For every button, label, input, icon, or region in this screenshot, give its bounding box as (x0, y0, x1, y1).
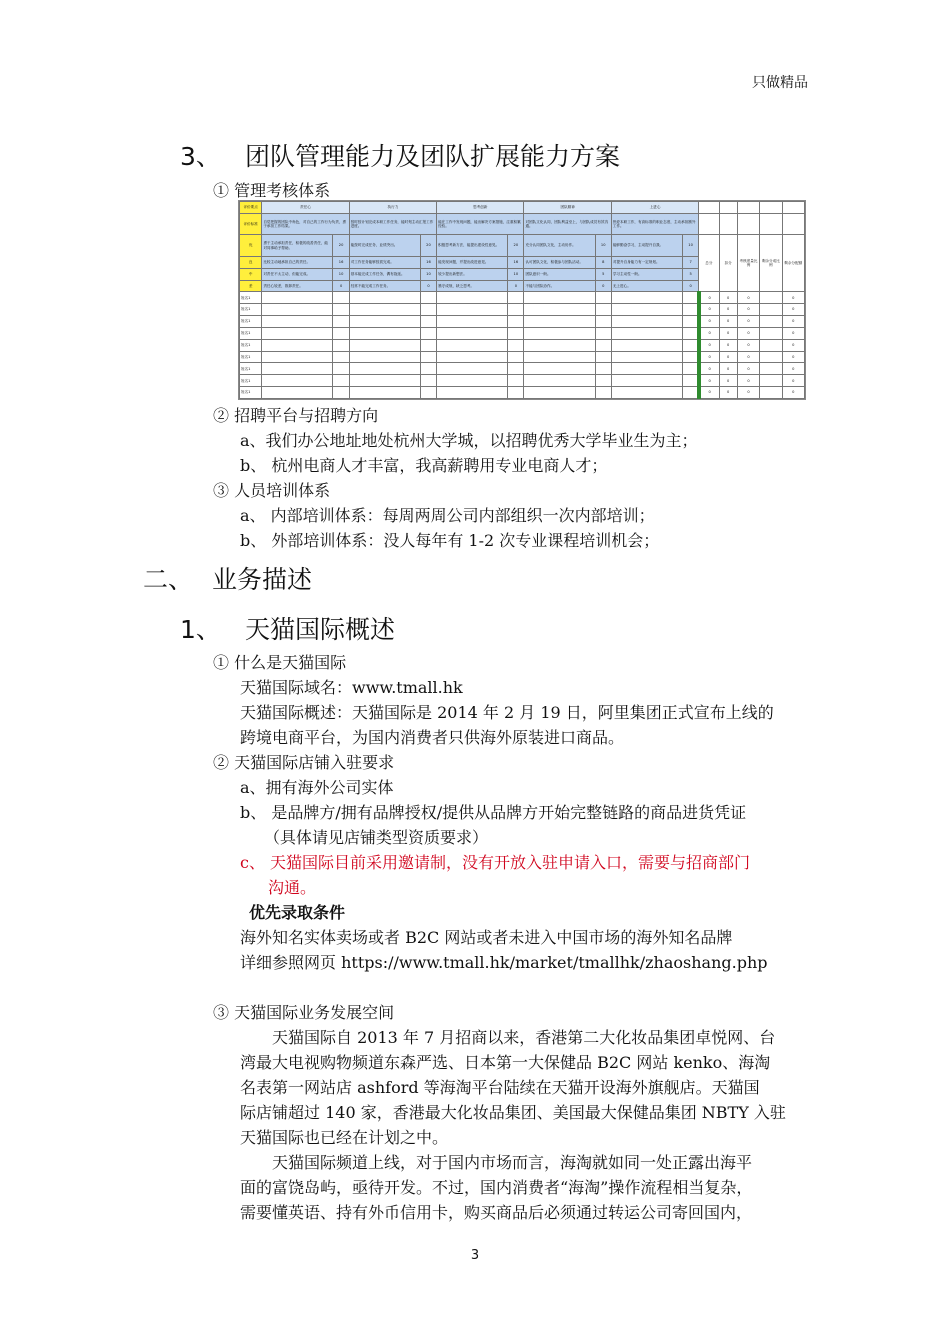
sheet-criteria-row (240, 213, 805, 235)
sheet-deduct: 0 (719, 304, 737, 316)
sheet-amount: 0 (782, 387, 805, 399)
sheet-extra-header (782, 202, 805, 214)
sheet-empty-cell (508, 292, 524, 304)
sheet-extra-header (719, 202, 737, 214)
sheet-empty-cell (262, 339, 333, 351)
para1-line: 际店铺超过 140 家，香港最大化妆品集团、美国最大保健品集团 NBTY 入驻 (240, 1103, 786, 1122)
sheet-empty-cell (611, 363, 682, 375)
sheet-cell: 认可团队文化，积极参与团队活动。 (524, 256, 595, 268)
sheet-empty-cell (524, 316, 595, 328)
para2-line: 天猫国际频道上线，对于国内市场而言，海淘就如同一处正露出海平 (272, 1153, 753, 1172)
sheet-total: 0 (699, 363, 719, 375)
sheet-extra-header (760, 202, 782, 214)
sheet-deduct: 0 (719, 316, 737, 328)
sheet-ratio: 0 (737, 351, 759, 363)
header-tag: 只做精品 (752, 75, 808, 91)
sheet-empty-cell (262, 363, 333, 375)
sheet-empty-cell (760, 363, 782, 375)
tmall-overview-2: 跨境电商平台，为国内消费者只供海外原装进口商品。 (240, 728, 625, 747)
sheet-ratio: 0 (737, 375, 759, 387)
sheet-cell: 能够勤奋学习，主动提升自我。 (611, 235, 682, 257)
sheet-cell: 经常不能完成工作任务。 (349, 280, 420, 292)
sheet-score: 10 (682, 235, 698, 257)
sheet-deduct: 0 (719, 387, 737, 399)
sheet-empty-cell (333, 387, 349, 399)
sheet-col-header: 执行力 (349, 202, 436, 214)
item-training: ③ 人员培训体系 (213, 481, 331, 500)
sheet-empty-cell (262, 304, 333, 316)
sheet-total: 0 (699, 351, 719, 363)
sheet-empty-cell (420, 363, 436, 375)
sheet-col-header: 团队精神 (524, 202, 611, 214)
sheet-score: 0 (333, 280, 349, 292)
sheet-empty-cell (420, 304, 436, 316)
sheet-empty-cell (595, 292, 611, 304)
sheet-person-row (240, 304, 805, 316)
sheet-empty-cell (508, 363, 524, 375)
sheet-person-label: 姓名1 (240, 304, 262, 316)
sheet-empty-cell (508, 316, 524, 328)
sheet-person-label: 姓名1 (240, 327, 262, 339)
sheet-score: 10 (508, 268, 524, 280)
sheet-person-label: 姓名1 (240, 292, 262, 304)
sheet-amount: 0 (782, 339, 805, 351)
sheet-empty-cell (420, 292, 436, 304)
sheet-empty-cell (760, 387, 782, 399)
sheet-ratio: 0 (737, 387, 759, 399)
sheet-total: 0 (699, 339, 719, 351)
sheet-person-label: 姓名1 (240, 363, 262, 375)
sheet-deduct: 0 (719, 292, 737, 304)
sheet-empty-cell (737, 213, 759, 235)
sheet-cell: 不能与团队协作。 (524, 280, 595, 292)
sheet-empty-cell (508, 304, 524, 316)
sheet-empty-cell (595, 304, 611, 316)
sheet-empty-cell (349, 304, 420, 316)
sheet-grade-label: 差 (240, 280, 262, 292)
sheet-empty-cell (349, 327, 420, 339)
sheet-cell: 责任心较差，推卸责任。 (262, 280, 333, 292)
sheet-empty-cell (349, 339, 420, 351)
sheet-score: 20 (420, 235, 436, 257)
sheet-empty-cell (333, 339, 349, 351)
tmall-q2: ② 天猫国际店铺入驻要求 (213, 753, 395, 772)
sheet-extra-header: 剩余分成比例 (760, 235, 782, 292)
chapter-title: 业务描述 (212, 565, 313, 594)
sheet-grade-row (240, 235, 805, 257)
sheet-empty-cell (760, 316, 782, 328)
sheet-empty-cell (420, 316, 436, 328)
sheet-person-label: 姓名1 (240, 375, 262, 387)
sheet-cell: 基本能完成工作任务，偶有拖延。 (349, 268, 420, 280)
sheet-empty-cell (333, 351, 349, 363)
sheet-empty-cell (333, 363, 349, 375)
sheet-deduct: 0 (719, 375, 737, 387)
sheet-score: 8 (595, 256, 611, 268)
item-recruit: ② 招聘平台与招聘方向 (213, 406, 379, 425)
sheet-empty-cell (262, 316, 333, 328)
sheet-empty-cell (437, 304, 508, 316)
sheet-empty-cell (611, 292, 682, 304)
sheet-criteria-cell: 按时按计划完成本职工作任务，能时刻主动汇报工作进度。 (349, 213, 436, 235)
page-number: 3 (470, 1248, 480, 1263)
sheet-empty-cell (349, 387, 420, 399)
sheet-empty-cell (760, 304, 782, 316)
sheet-empty-cell (262, 327, 333, 339)
sheet-total: 0 (699, 292, 719, 304)
sheet-ratio: 0 (737, 339, 759, 351)
review-table (239, 201, 805, 399)
sheet-score: 0 (595, 280, 611, 292)
sheet-empty-cell (349, 351, 420, 363)
sheet-empty-cell (524, 387, 595, 399)
subsection-title: 天猫国际概述 (245, 615, 396, 644)
sheet-row-label: 评价标准 (240, 213, 262, 235)
sheet-amount: 0 (782, 375, 805, 387)
sheet-person-label: 姓名1 (240, 316, 262, 328)
sheet-empty-cell (508, 387, 524, 399)
para2-line: 需要懂英语、持有外币信用卡，购买商品后必须通过转运公司寄回国内， (240, 1203, 753, 1222)
sheet-deduct: 0 (719, 351, 737, 363)
pref-title: 优先录取条件 (249, 903, 346, 922)
para1-line: 天猫国际也已经在计划之中。 (240, 1128, 449, 1147)
training-a: a、 内部培训体系：每周两周公司内部组织一次内部培训； (240, 506, 655, 525)
recruit-b: b、 杭州电商人才丰富，我高薪聘用专业电商人才； (240, 456, 608, 475)
sheet-score: 16 (333, 256, 349, 268)
management-review-sheet (238, 200, 806, 400)
req-b: b、 是品牌方/拥有品牌授权/提供从品牌方开始完整链路的商品进货凭证 (240, 803, 747, 822)
sheet-empty-cell (760, 339, 782, 351)
tmall-overview-1: 天猫国际概述：天猫国际是 2014 年 2 月 19 日，阿里集团正式宣布上线的 (240, 703, 774, 722)
sheet-empty-cell (611, 304, 682, 316)
sheet-grade-label: 良 (240, 256, 262, 268)
tmall-q3: ③ 天猫国际业务发展空间 (213, 1003, 395, 1022)
section-number: 3、 (180, 142, 221, 171)
sheet-score: 16 (420, 256, 436, 268)
sheet-score: 20 (508, 235, 524, 257)
sheet-empty-cell (524, 351, 595, 363)
sheet-empty-cell (760, 351, 782, 363)
sheet-cell: 对工作任务能够按质完成。 (349, 256, 420, 268)
sheet-empty-cell (595, 363, 611, 375)
sheet-score: 5 (595, 268, 611, 280)
sheet-empty-cell (682, 327, 698, 339)
sheet-cell: 对责任不太主动，但能完成。 (262, 268, 333, 280)
sheet-cell: 能发现问题，并提出改进意见。 (437, 256, 508, 268)
sheet-score: 5 (682, 268, 698, 280)
sheet-empty-cell (682, 304, 698, 316)
sheet-person-row (240, 375, 805, 387)
sheet-person-label: 姓名1 (240, 387, 262, 399)
sheet-cell: 学习主动性一般。 (611, 268, 682, 280)
tmall-q1: ① 什么是天猫国际 (213, 653, 347, 672)
sheet-header-row (240, 202, 805, 214)
sheet-empty-cell (760, 375, 782, 387)
sheet-empty-cell (682, 375, 698, 387)
sheet-empty-cell (437, 339, 508, 351)
sheet-empty-cell (333, 375, 349, 387)
sheet-ratio: 0 (737, 292, 759, 304)
sheet-empty-cell (611, 339, 682, 351)
sheet-empty-cell (437, 375, 508, 387)
sheet-empty-cell (595, 316, 611, 328)
sheet-score: 10 (333, 268, 349, 280)
sheet-empty-cell (437, 316, 508, 328)
sheet-cell: 对提升自身能力有一定规划。 (611, 256, 682, 268)
para2-line: 面的富饶岛屿，亟待开发。不过，国内消费者“海淘”操作流程相当复杂， (240, 1178, 753, 1197)
sheet-score: 10 (595, 235, 611, 257)
sheet-empty-cell (508, 339, 524, 351)
training-b: b、 外部培训体系：没人每年有 1-2 次专业课程培训机会； (240, 531, 660, 550)
sheet-empty-cell (437, 292, 508, 304)
sheet-amount: 0 (782, 363, 805, 375)
sheet-empty-cell (262, 375, 333, 387)
sheet-extra-header: 总分 (699, 235, 719, 292)
sheet-empty-cell (682, 363, 698, 375)
sheet-cell: 充分认同团队文化，主动协作。 (524, 235, 595, 257)
sheet-col-header: 思考创新 (437, 202, 524, 214)
sheet-deduct: 0 (719, 339, 737, 351)
sheet-empty-cell (333, 327, 349, 339)
sheet-score: 20 (333, 235, 349, 257)
sheet-empty-cell (420, 387, 436, 399)
sheet-cell: 墨守成规，缺乏思考。 (437, 280, 508, 292)
item-management-review: ① 管理考核体系 (213, 181, 331, 200)
sheet-amount: 0 (782, 351, 805, 363)
sheet-cell: 无上进心。 (611, 280, 682, 292)
sheet-empty-cell (611, 387, 682, 399)
req-b-note: （具体请见店铺类型资质要求） (264, 828, 489, 847)
sheet-cell: 勇于主动承担责任，积极的改善责任，能对同事给予帮助。 (262, 235, 333, 257)
sheet-cell: 能按时完成任务，业绩突出。 (349, 235, 420, 257)
sheet-person-row (240, 363, 805, 375)
sheet-person-row (240, 316, 805, 328)
sheet-empty-cell (611, 351, 682, 363)
sheet-cell: 比较主动地承担自己的责任。 (262, 256, 333, 268)
sheet-criteria-cell: 能在工作中发现问题，能出解决方案措施，注重积累经验。 (437, 213, 524, 235)
sheet-total: 0 (699, 375, 719, 387)
sheet-empty-cell (420, 327, 436, 339)
req-c: c、 天猫国际目前采用邀请制，没有开放入驻申请入口，需要与招商部门 (240, 853, 751, 872)
sheet-empty-cell (595, 387, 611, 399)
sheet-empty-cell (524, 292, 595, 304)
para1-line: 天猫国际自 2013 年 7 月招商以来，香港第二大化妆品集团卓悦网、台 (272, 1028, 776, 1047)
sheet-cell: 积极思考新方法，能提出建设性意见。 (437, 235, 508, 257)
sheet-empty-cell (349, 363, 420, 375)
sheet-empty-cell (611, 327, 682, 339)
sheet-empty-cell (508, 351, 524, 363)
sheet-empty-cell (262, 351, 333, 363)
subsection-number: 1、 (180, 615, 221, 644)
sheet-person-label: 姓名1 (240, 339, 262, 351)
pref-line-1: 海外知名实体卖场或者 B2C 网站或者未进入中国市场的海外知名品牌 (240, 928, 733, 947)
sheet-amount: 0 (782, 327, 805, 339)
sheet-empty-cell (682, 387, 698, 399)
sheet-criteria-cell: 热爱本职工作，有高标准的职业态度，主动承担额外工作。 (611, 213, 698, 235)
sheet-deduct: 0 (719, 327, 737, 339)
sheet-score: 10 (420, 268, 436, 280)
sheet-total: 0 (699, 316, 719, 328)
sheet-total: 0 (699, 387, 719, 399)
sheet-empty-cell (262, 292, 333, 304)
chapter-number: 二、 (143, 565, 194, 594)
sheet-person-row (240, 339, 805, 351)
sheet-person-row (240, 351, 805, 363)
sheet-empty-cell (760, 327, 782, 339)
sheet-corner: 评价要点 (240, 202, 262, 214)
sheet-empty-cell (719, 213, 737, 235)
sheet-empty-cell (682, 292, 698, 304)
sheet-cell: 较少提出新想法。 (437, 268, 508, 280)
sheet-empty-cell (524, 375, 595, 387)
sheet-extra-header: 剩余分配额 (782, 235, 805, 292)
sheet-empty-cell (611, 316, 682, 328)
pref-line-2: 详细参照网页 https://www.tmall.hk/market/tmallhk/zhaoshang.php (240, 953, 768, 972)
sheet-score: 16 (508, 256, 524, 268)
sheet-empty-cell (611, 375, 682, 387)
sheet-empty-cell (595, 375, 611, 387)
sheet-col-header: 责任心 (262, 202, 349, 214)
sheet-score: 0 (420, 280, 436, 292)
req-a: a、拥有海外公司实体 (240, 778, 394, 797)
sheet-deduct: 0 (719, 363, 737, 375)
sheet-empty-cell (333, 316, 349, 328)
sheet-empty-cell (524, 363, 595, 375)
sheet-empty-cell (333, 292, 349, 304)
sheet-empty-cell (782, 213, 805, 235)
req-c-cont: 沟通。 (268, 878, 317, 897)
sheet-extra-header: 扣分 (719, 235, 737, 292)
recruit-a: a、我们办公地址地处杭州大学城，以招聘优秀大学毕业生为主； (240, 431, 698, 450)
sheet-empty-cell (524, 327, 595, 339)
sheet-ratio: 0 (737, 327, 759, 339)
sheet-empty-cell (349, 375, 420, 387)
sheet-empty-cell (437, 363, 508, 375)
sheet-empty-cell (437, 387, 508, 399)
sheet-ratio: 0 (737, 304, 759, 316)
sheet-score: 0 (682, 280, 698, 292)
sheet-empty-cell (595, 327, 611, 339)
sheet-grade-label: 优 (240, 235, 262, 257)
sheet-empty-cell (524, 304, 595, 316)
sheet-cell: 团队意识一般。 (524, 268, 595, 280)
sheet-ratio: 0 (737, 363, 759, 375)
sheet-empty-cell (760, 292, 782, 304)
sheet-extra-header (699, 202, 719, 214)
sheet-empty-cell (349, 316, 420, 328)
sheet-empty-cell (262, 387, 333, 399)
sheet-ratio: 0 (737, 316, 759, 328)
sheet-person-label: 姓名1 (240, 351, 262, 363)
para1-line: 名表第一网站店 ashford 等海淘平台陆续在天猫开设海外旗舰店。天猫国 (240, 1078, 760, 1097)
sheet-person-row (240, 387, 805, 399)
sheet-empty-cell (437, 351, 508, 363)
sheet-empty-cell (682, 339, 698, 351)
sheet-empty-cell (524, 339, 595, 351)
tmall-domain: 天猫国际域名：www.tmall.hk (240, 678, 463, 697)
sheet-amount: 0 (782, 304, 805, 316)
sheet-total: 0 (699, 327, 719, 339)
sheet-empty-cell (420, 339, 436, 351)
sheet-empty-cell (699, 213, 719, 235)
sheet-amount: 0 (782, 292, 805, 304)
sheet-empty-cell (333, 304, 349, 316)
section-title: 团队管理能力及团队扩展能力方案 (245, 142, 621, 171)
sheet-empty-cell (682, 316, 698, 328)
sheet-empty-cell (420, 375, 436, 387)
sheet-person-row (240, 292, 805, 304)
sheet-empty-cell (595, 339, 611, 351)
sheet-extra-header (737, 202, 759, 214)
sheet-empty-cell (508, 327, 524, 339)
sheet-empty-cell (595, 351, 611, 363)
sheet-empty-cell (760, 213, 782, 235)
sheet-criteria-cell: 自觉把握的团队中角色，对自己的工作行为负责，勇于承担工作结果。 (262, 213, 349, 235)
sheet-criteria-cell: 对团队文化认同，团队利益至上，与团队成员有效沟通。 (524, 213, 611, 235)
sheet-empty-cell (508, 375, 524, 387)
sheet-empty-cell (437, 327, 508, 339)
sheet-empty-cell (420, 351, 436, 363)
sheet-amount: 0 (782, 316, 805, 328)
para1-line: 湾最大电视购物频道东森严选、日本第一大保健品 B2C 网站 kenko、海淘 (240, 1053, 771, 1072)
sheet-total: 0 (699, 304, 719, 316)
sheet-grade-label: 中 (240, 268, 262, 280)
sheet-person-row (240, 327, 805, 339)
sheet-score: 0 (508, 280, 524, 292)
sheet-empty-cell (682, 351, 698, 363)
sheet-empty-cell (349, 292, 420, 304)
sheet-extra-header: 考核度量比例 (737, 235, 759, 292)
sheet-col-header: 上进心 (611, 202, 698, 214)
sheet-score: 7 (682, 256, 698, 268)
